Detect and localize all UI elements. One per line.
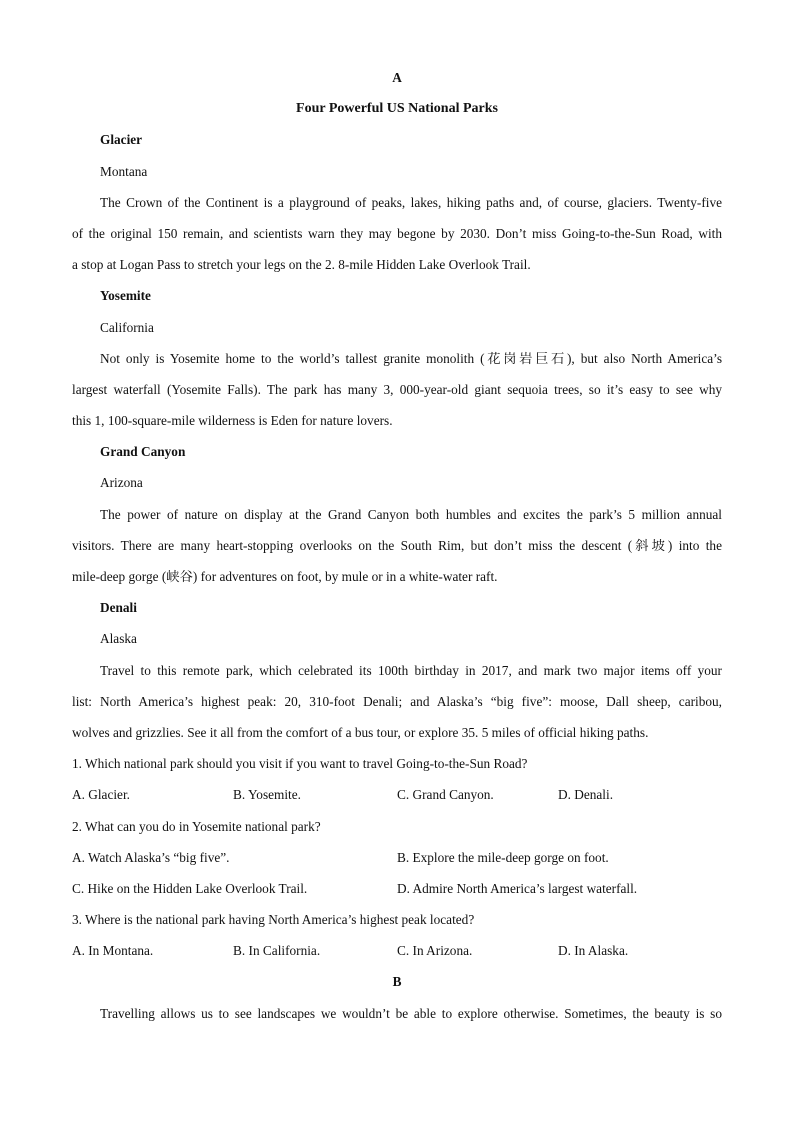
option-a: A. Watch Alaska’s “big five”.	[72, 849, 230, 865]
paragraph-line: largest waterfall (Yosemite Falls). The park has many 3, 000-year-old giant sequoia trees, so it’s easy to see why	[72, 381, 722, 397]
paragraph-line: Not only is Yosemite home to the world’s tallest granite monolith (花岗岩巨石), but also North America’s	[100, 350, 722, 366]
option-c: C. In Arizona.	[397, 943, 473, 959]
question-2-options-row-2	[72, 873, 722, 904]
paragraph-line: Travel to this remote park, which celebrated its 100th birthday in 2017, and mark two major items off your	[100, 662, 722, 678]
option-b: B. Yosemite.	[233, 787, 301, 803]
question-1-options	[72, 779, 722, 810]
park-state-glacier: Montana	[100, 163, 148, 179]
question-3-stem: 3. Where is the national park having North America’s highest peak located?	[72, 912, 475, 928]
park-name-yosemite: Yosemite	[100, 288, 151, 304]
passage-title: Four Powerful US National Parks	[296, 101, 498, 117]
option-d: D. In Alaska.	[558, 943, 629, 959]
option-b: B. Explore the mile-deep gorge on foot.	[397, 849, 609, 865]
park-state-grand-canyon: Arizona	[100, 475, 143, 491]
document-page	[72, 62, 722, 1029]
option-c: C. Hike on the Hidden Lake Overlook Trail.	[72, 880, 308, 896]
paragraph-line: mile-deep gorge (峡谷) for adventures on foot, by mule or in a white-water raft.	[72, 569, 498, 584]
paragraph-line: list: North America’s highest peak: 20, 310-foot Denali; and Alaska’s “big five”: moose, Dall sheep, caribou,	[72, 693, 722, 709]
question-2-stem: 2. What can you do in Yosemite national park?	[72, 818, 321, 834]
question-1-stem: 1. Which national park should you visit if you want to travel Going-to-the-Sun Road?	[72, 756, 528, 772]
paragraph-line: visitors. There are many heart-stopping overlooks on the South Rim, but don’t miss the descent (斜坡) into the	[72, 537, 722, 553]
paragraph-line: a stop at Logan Pass to stretch your legs on the 2. 8-mile Hidden Lake Overlook Trail.	[72, 257, 531, 273]
option-a: A. Glacier.	[72, 787, 130, 803]
question-3-options	[72, 935, 722, 966]
section-b-label: B	[392, 974, 402, 990]
park-name-glacier: Glacier	[100, 132, 143, 148]
paragraph-line: wolves and grizzlies. See it all from the comfort of a bus tour, or explore 35. 5 miles of official hiking paths.	[72, 724, 649, 740]
question-2-options-row-1	[72, 842, 722, 873]
paragraph-line: Travelling allows us to see landscapes we wouldn’t be able to explore otherwise. Sometimes, the beauty is so	[100, 1005, 722, 1021]
paragraph-line: The Crown of the Continent is a playground of peaks, lakes, hiking paths and, of course, glaciers. Twenty-five	[100, 194, 722, 210]
option-a: A. In Montana.	[72, 943, 154, 959]
paragraph-line: of the original 150 remain, and scientists warn they may begone by 2030. Don’t miss Going-to-the-Sun Road, with	[72, 225, 722, 241]
paragraph-line: The power of nature on display at the Grand Canyon both humbles and excites the park’s 5 million annual	[100, 506, 722, 522]
park-name-grand-canyon: Grand Canyon	[100, 444, 186, 460]
paragraph-line: this 1, 100-square-mile wilderness is Eden for nature lovers.	[72, 413, 393, 429]
option-c: C. Grand Canyon.	[397, 787, 494, 803]
option-b: B. In California.	[233, 943, 321, 959]
section-a-label: A	[392, 70, 402, 85]
park-state-yosemite: California	[100, 319, 154, 335]
park-state-denali: Alaska	[100, 631, 137, 647]
option-d: D. Denali.	[558, 787, 614, 803]
option-d: D. Admire North America’s largest waterfall.	[397, 880, 638, 896]
park-name-denali: Denali	[100, 600, 137, 616]
